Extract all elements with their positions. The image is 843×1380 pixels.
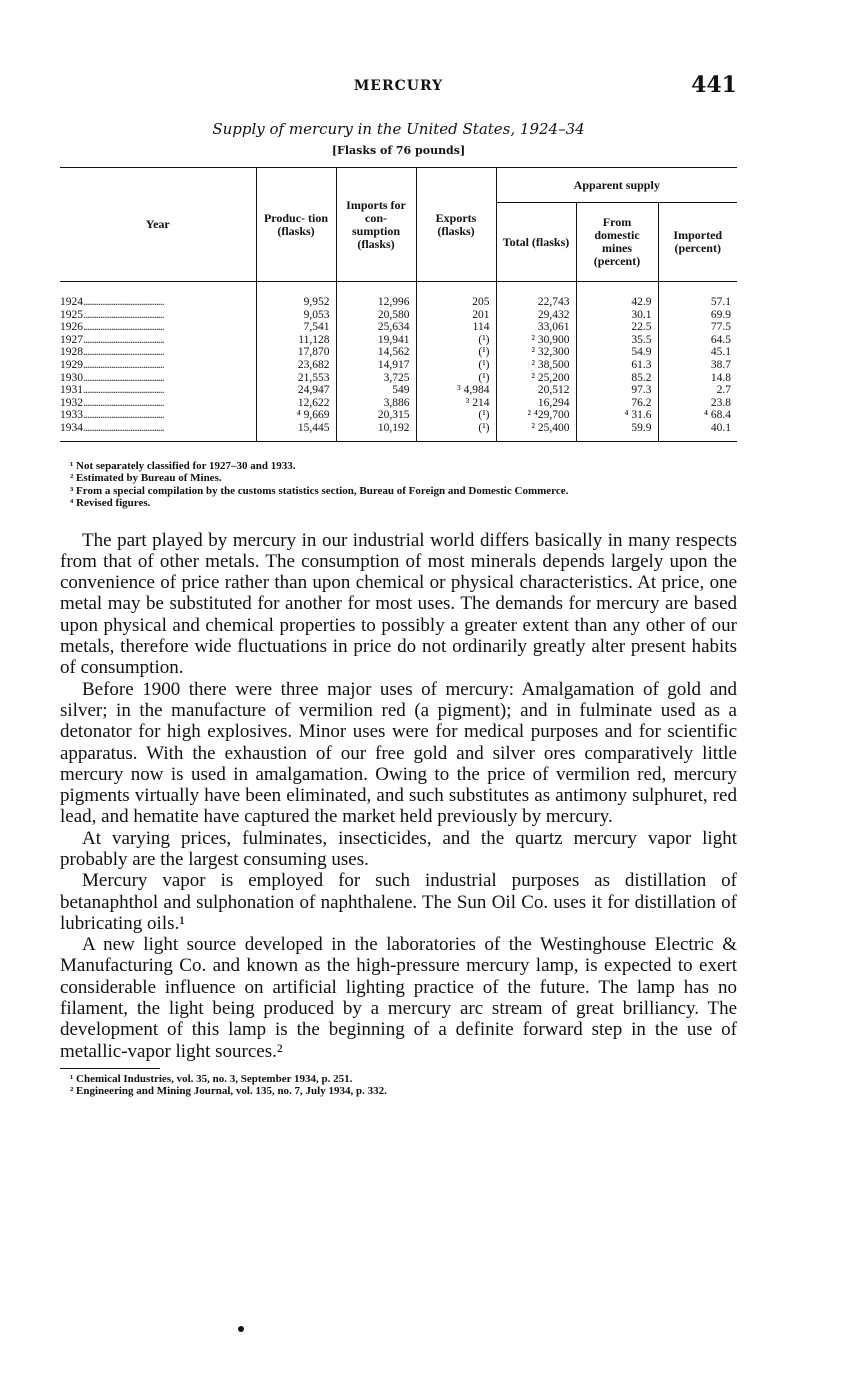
imported-cell: 23.8 <box>658 397 737 410</box>
column-header-production: Produc- tion (flasks) <box>256 168 336 282</box>
total-cell: ² ⁴29,700 <box>496 409 576 422</box>
table-subtitle: [Flasks of 76 pounds] <box>331 144 466 157</box>
table-row <box>60 334 737 347</box>
production-cell: 17,870 <box>256 346 336 359</box>
table-row <box>60 422 737 441</box>
domestic-cell: 35.5 <box>576 334 658 347</box>
imports-cell: 14,562 <box>336 346 416 359</box>
table-row <box>60 282 737 309</box>
total-cell: 22,743 <box>496 282 576 309</box>
column-header-imported: Imported (percent) <box>658 203 737 282</box>
page-number: 441 <box>691 72 737 98</box>
column-header-exports: Exports (flasks) <box>416 168 496 282</box>
domestic-cell: 97.3 <box>576 384 658 397</box>
domestic-cell: 59.9 <box>576 422 658 441</box>
total-cell: ² 25,400 <box>496 422 576 441</box>
imported-cell: 77.5 <box>658 321 737 334</box>
total-cell: ² 25,200 <box>496 372 576 385</box>
table-row <box>60 346 737 359</box>
year-cell: 1930 ..... <box>60 372 256 385</box>
total-cell: 16,294 <box>496 397 576 410</box>
imported-cell: 64.5 <box>658 334 737 347</box>
imported-cell: 69.9 <box>658 309 737 322</box>
imports-cell: 14,917 <box>336 359 416 372</box>
table-row <box>60 397 737 410</box>
exports-cell: (¹) <box>416 334 496 347</box>
year-cell: 1932 ..... <box>60 397 256 410</box>
imports-cell: 12,996 <box>336 282 416 309</box>
page-footnote: ¹ Chemical Industries, vol. 35, no. 3, September 1934, p. 251. <box>70 1072 353 1085</box>
page-header <box>60 74 737 104</box>
production-cell: 11,128 <box>256 334 336 347</box>
table-row <box>60 309 737 322</box>
paragraph: At varying prices, fulminates, insecticides, and the quartz mercury vapor light probably are the largest consuming uses. <box>60 827 737 870</box>
production-cell: ⁴ 9,669 <box>256 409 336 422</box>
domestic-cell: 76.2 <box>576 397 658 410</box>
domestic-cell: 22.5 <box>576 321 658 334</box>
paragraph: Mercury vapor is employed for such industrial purposes as distillation of betanaphthol and sulphonation of naphthalene. The Sun Oil Co. uses it for distillation of lubricating oils.¹ <box>60 870 737 934</box>
domestic-cell: 61.3 <box>576 359 658 372</box>
page <box>60 74 737 1098</box>
imported-cell: 38.7 <box>658 359 737 372</box>
production-cell: 15,445 <box>256 422 336 441</box>
table-body <box>60 282 737 441</box>
exports-cell: (¹) <box>416 346 496 359</box>
imports-cell: 19,941 <box>336 334 416 347</box>
year-cell: 1931 ..... <box>60 384 256 397</box>
column-header-apparent-supply: Apparent supply <box>496 168 737 203</box>
imported-cell: 45.1 <box>658 346 737 359</box>
table-footnote: ⁴ Revised figures. <box>70 497 151 510</box>
year-cell: 1924 ..... <box>60 282 256 309</box>
imports-cell: 3,725 <box>336 372 416 385</box>
imports-cell: 20,315 <box>336 409 416 422</box>
exports-cell: 201 <box>416 309 496 322</box>
year-cell: 1926 ..... <box>60 321 256 334</box>
total-cell: 29,432 <box>496 309 576 322</box>
table-footnote: ³ From a special compilation by the customs statistics section, Bureau of Foreign and Domestic Commerce. <box>70 484 569 497</box>
imported-cell: 40.1 <box>658 422 737 441</box>
exports-cell: (¹) <box>416 372 496 385</box>
table-row <box>60 321 737 334</box>
imports-cell: 3,886 <box>336 397 416 410</box>
table-row <box>60 359 737 372</box>
imports-cell: 10,192 <box>336 422 416 441</box>
exports-cell: ³ 214 <box>416 397 496 410</box>
imported-cell: ⁴ 68.4 <box>658 409 737 422</box>
year-cell: 1928 ..... <box>60 346 256 359</box>
total-cell: ² 30,900 <box>496 334 576 347</box>
table-title: Supply of mercury in the United States, 1924–34 <box>212 120 585 138</box>
year-cell: 1934 ..... <box>60 422 256 441</box>
production-cell: 9,952 <box>256 282 336 309</box>
imported-cell: 57.1 <box>658 282 737 309</box>
table-footnote: ² Estimated by Bureau of Mines. <box>70 472 222 485</box>
exports-cell: 205 <box>416 282 496 309</box>
total-cell: 33,061 <box>496 321 576 334</box>
body-text <box>60 530 737 1062</box>
production-cell: 12,622 <box>256 397 336 410</box>
total-cell: ² 38,500 <box>496 359 576 372</box>
domestic-cell: 42.9 <box>576 282 658 309</box>
total-cell: ² 32,300 <box>496 346 576 359</box>
column-header-total: Total (flasks) <box>496 203 576 282</box>
exports-cell: ³ 4,984 <box>416 384 496 397</box>
production-cell: 24,947 <box>256 384 336 397</box>
exports-cell: (¹) <box>416 359 496 372</box>
imports-cell: 20,580 <box>336 309 416 322</box>
year-cell: 1925 ..... <box>60 309 256 322</box>
exports-cell: (¹) <box>416 409 496 422</box>
page-footnotes <box>60 1073 737 1098</box>
paragraph: Before 1900 there were three major uses of mercury: Amalgamation of gold and silver; in the manufacture of vermilion red (a pigment); and in fulminate used as a detonator for high explosives. Minor uses were for medical purposes and for scientific apparatus. With the exhaustion of our free gold and silver ores comparatively little mercury now is used in amalgamation. Owing to the price of vermilion red, mercury pigments virtually have been eliminated, and such substitutes as antimony sulphuret, red lead, and hematite have captured the market held previously by mercury. <box>60 678 737 828</box>
running-title: MERCURY <box>353 78 444 94</box>
page-mark <box>238 1326 244 1332</box>
production-cell: 23,682 <box>256 359 336 372</box>
page-footnote: ² Engineering and Mining Journal, vol. 135, no. 7, July 1934, p. 332. <box>70 1085 387 1098</box>
column-header-imports: Imports for con- sumption (flasks) <box>336 168 416 282</box>
table-row <box>60 372 737 385</box>
table-footnotes <box>60 460 737 510</box>
table-row <box>60 409 737 422</box>
exports-cell: (¹) <box>416 422 496 441</box>
production-cell: 21,553 <box>256 372 336 385</box>
imports-cell: 25,634 <box>336 321 416 334</box>
imported-cell: 2.7 <box>658 384 737 397</box>
domestic-cell: 54.9 <box>576 346 658 359</box>
year-cell: 1929 ..... <box>60 359 256 372</box>
total-cell: 20,512 <box>496 384 576 397</box>
production-cell: 7,541 <box>256 321 336 334</box>
paragraph: A new light source developed in the laboratories of the Westinghouse Electric & Manufacturing Co. and known as the high-pressure mercury lamp, is expected to exert considerable influence on artificial lighting practice of the future. The lamp has no filament, the light being produced by a mercury arc stream of great brilliancy. The development of this lamp is the beginning of a definite forward step in the use of metallic-vapor light sources.² <box>60 934 737 1062</box>
production-cell: 9,053 <box>256 309 336 322</box>
column-header-year: Year <box>60 168 256 282</box>
table-row <box>60 384 737 397</box>
year-cell: 1927 ..... <box>60 334 256 347</box>
imports-cell: 549 <box>336 384 416 397</box>
imported-cell: 14.8 <box>658 372 737 385</box>
footnote-rule <box>60 1068 160 1069</box>
column-header-domestic: From domestic mines (percent) <box>576 203 658 282</box>
table-footnote: ¹ Not separately classified for 1927–30 and 1933. <box>70 459 296 472</box>
supply-table <box>60 167 737 441</box>
year-cell: 1933 ..... <box>60 409 256 422</box>
domestic-cell: 85.2 <box>576 372 658 385</box>
domestic-cell: ⁴ 31.6 <box>576 409 658 422</box>
domestic-cell: 30.1 <box>576 309 658 322</box>
exports-cell: 114 <box>416 321 496 334</box>
paragraph: The part played by mercury in our industrial world differs basically in many respects from that of other metals. The consumption of most minerals depends largely upon the convenience of price rather than upon chemical or physical characteristics. At price, one metal may be substituted for another for most uses. The demands for mercury are based upon physical and chemical properties to possibly a greater extent than any other of our metals, therefore wide fluctuations in price do not ordinarily greatly alter present habits of consumption. <box>60 529 737 679</box>
table-bottom-rule <box>60 441 737 442</box>
